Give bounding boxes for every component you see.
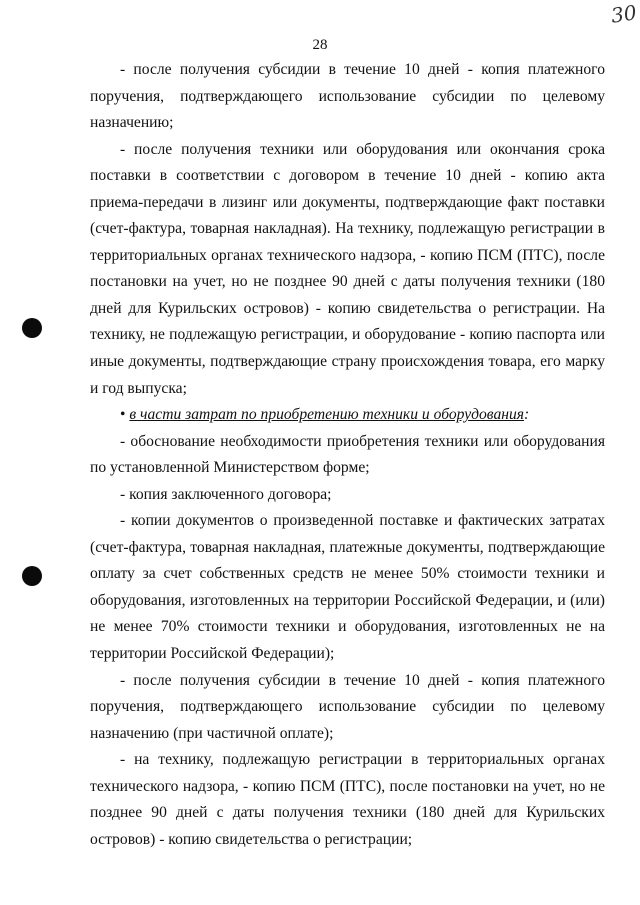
section-heading-text: в части затрат по приобретению техники и оборудования [129,406,525,424]
paragraph-4: - копия заключенного договора; [120,485,332,503]
page-number: 28 [312,37,328,53]
paragraph-1: - после получения субсидии в течение 10 дней - копия платежного поручения, подтверждающего использование субсидии по целевому назначению; [90,61,605,132]
handwritten-page-number: 30 [609,0,638,28]
paragraph-5: - копии документов о произведенной поставке и фактических затратах (счет-фактура, товарная накладная, платежные документы, подтверждающие оплату за счет собственных средств не менее 50% стоимости техники и оборудования, изготовленных на территории Российской Федерации, и (или) не менее 70% стоимости техники и оборудования, изготовленных не на территории Российской Федерации); [90,512,605,663]
paragraph-6: - после получения субсидии в течение 10 дней - копия платежного поручения, подтверждающего использование субсидии по целевому назначению (при частичной оплате); [90,671,605,742]
paragraph-7: - на технику, подлежащую регистрации в территориальных органах технического надзора, - копию ПСМ (ПТС), после постановки на учет, но не позднее 90 дней с даты получения техники (180 дней для Курильских островов) - копию свидетельства о регистрации; [90,751,605,848]
section-heading [90,402,605,429]
bullet-icon: • [120,406,126,424]
paragraph-2: - после получения техники или оборудования или окончания срока поставки в соответствии с договором в течение 10 дней - копию акта приема-передачи в лизинг или документы, подтверждающие факт поставки (счет-фактура, товарная накладная). На технику, подлежащую регистрации в территориальных органах технического надзора, - копию ПСМ (ПТС), после постановки на учет, но не позднее 90 дней с даты получения техники (180 дней для Курильских островов) - копию свидетельства о регистрации. На технику, не подлежащую регистрации, и оборудование - копию паспорта или иные документы, подтверждающие страну происхождения товара, его марку и год выпуска; [90,140,605,397]
section-heading-suffix: : [524,406,530,424]
document-body [90,57,605,853]
paragraph-3: - обоснование необходимости приобретения техники или оборудования по установленной Министерством форме; [90,432,605,477]
punch-hole-bottom [22,566,42,586]
punch-hole-top [22,318,42,338]
